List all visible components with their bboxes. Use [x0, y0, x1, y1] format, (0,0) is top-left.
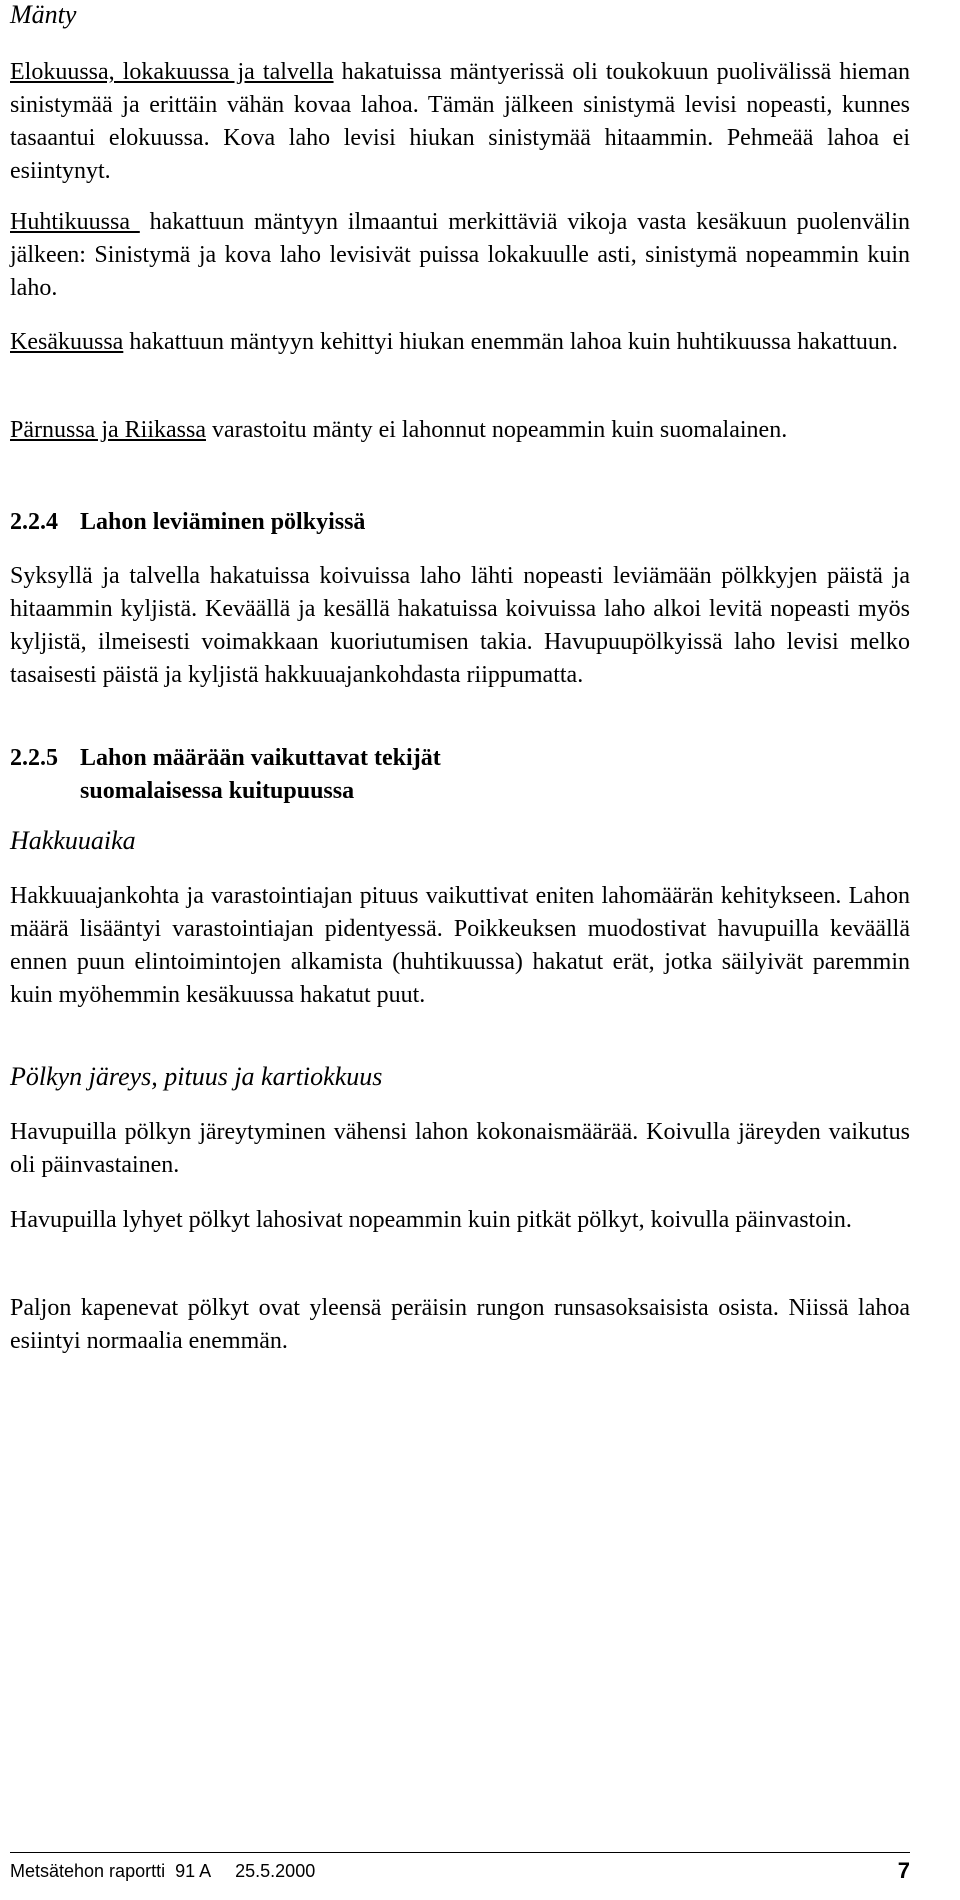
paragraph-text: hakatuissa mäntyerissä oli toukokuun puolivälissä hieman sinistymää ja erittäin vähän kovaa lahoa. Tämän jälkeen sinistymä levisi nopeasti, kunnes tasaantui elokuussa. Kova laho levisi hiukan sinistymää hitaammin. Pehmeää lahoa ei esiintynyt. — [10, 59, 911, 184]
section-title: Lahon leviäminen pölkyissä — [80, 509, 366, 535]
subheading-hakkuuaika: Hakkuuaika — [10, 826, 136, 855]
section-title — [80, 742, 441, 808]
section-title-line1: Lahon määrään vaikuttavat tekijät — [80, 745, 441, 771]
page-number: 7 — [897, 1858, 910, 1883]
paragraph-pituus: Havupuilla lyhyet pölkyt lahosivat nopeammin kuin pitkät pölkyt, koivulla päinvastoin. — [10, 1207, 852, 1233]
section-number: 2.2.4 — [10, 509, 58, 535]
paragraph-hakkuuaika: Hakkuuajankohta ja varastointiajan pituus vaikuttivat eniten lahomäärän kehitykseen. Lahon määrä lisääntyi varastointiajan pidentyessä. Poikkeuksen muodostivat havupuilla keväällä ennen puun elintoimintojen alkamista (huhtikuussa) hakatut erät, jotka säilyivät paremmin kuin myöhemmin kesäkuussa hakatut puut. — [10, 883, 910, 1008]
paragraph-text: varastoitu mänty ei lahonnut nopeammin kuin suomalainen. — [205, 417, 788, 443]
section-heading-2-2-5 — [10, 742, 910, 808]
underlined-term: Elokuussa, lokakuussa ja talvella — [10, 59, 334, 85]
footer-report-info: Metsätehon raportti 91 A 25.5.2000 — [10, 1861, 316, 1881]
subheading-polkyn-jareys: Pölkyn järeys, pituus ja kartiokkuus — [10, 1062, 383, 1091]
paragraph-text: hakattuun mäntyyn kehittyi hiukan enemmän lahoa kuin huhtikuussa hakattuun. — [123, 329, 898, 355]
paragraph-jareys: Havupuilla pölkyn järeytyminen vähensi lahon kokonaismäärää. Koivulla järeyden vaikutus oli päinvastainen. — [10, 1119, 910, 1178]
footer-divider — [10, 1852, 910, 1853]
paragraph-kartiokkuus: Paljon kapenevat pölkyt ovat yleensä peräisin rungon runsasoksaisista osista. Niissä lahoa esiintyi normaalia enemmän. — [10, 1295, 910, 1354]
underlined-term: Pärnussa ja Riikassa — [10, 417, 206, 443]
paragraph-kesakuussa — [10, 326, 910, 359]
underlined-term: Kesäkuussa — [10, 329, 124, 355]
section-heading-2-2-4 — [10, 506, 910, 539]
section-number: 2.2.5 — [10, 745, 58, 771]
underlined-term: Huhtikuussa — [10, 209, 140, 235]
page-footer — [10, 1858, 910, 1884]
section-title-line2: suomalaisessa kuitupuussa — [80, 778, 355, 804]
paragraph-lahon-leviaminen: Syksyllä ja talvella hakatuissa koivuissa laho lähti nopeasti leviämään pölkkyjen päistä ja hitaammin kyljistä. Keväällä ja kesällä hakatuissa koivuissa laho alkoi levitä nopeasti myös kyljistä, ilmeisesti voimakkaan kuoriutumisen takia. Havupuupölkyissä laho levisi melko tasaisesti päistä ja kyljistä hakkuuajankohdasta riippumatta. — [10, 563, 910, 688]
paragraph-elokuussa — [10, 56, 910, 188]
paragraph-huhtikuussa — [10, 206, 910, 305]
paragraph-text: hakattuun mäntyyn ilmaantui merkittäviä vikoja vasta kesäkuun puolenvälin jälkeen: Sinistymä ja kova laho levisivät puissa lokakuulle asti, sinistymä nopeammin kuin laho. — [10, 209, 910, 301]
section-heading-manty: Mänty — [10, 0, 77, 29]
paragraph-parnussa — [10, 414, 910, 447]
